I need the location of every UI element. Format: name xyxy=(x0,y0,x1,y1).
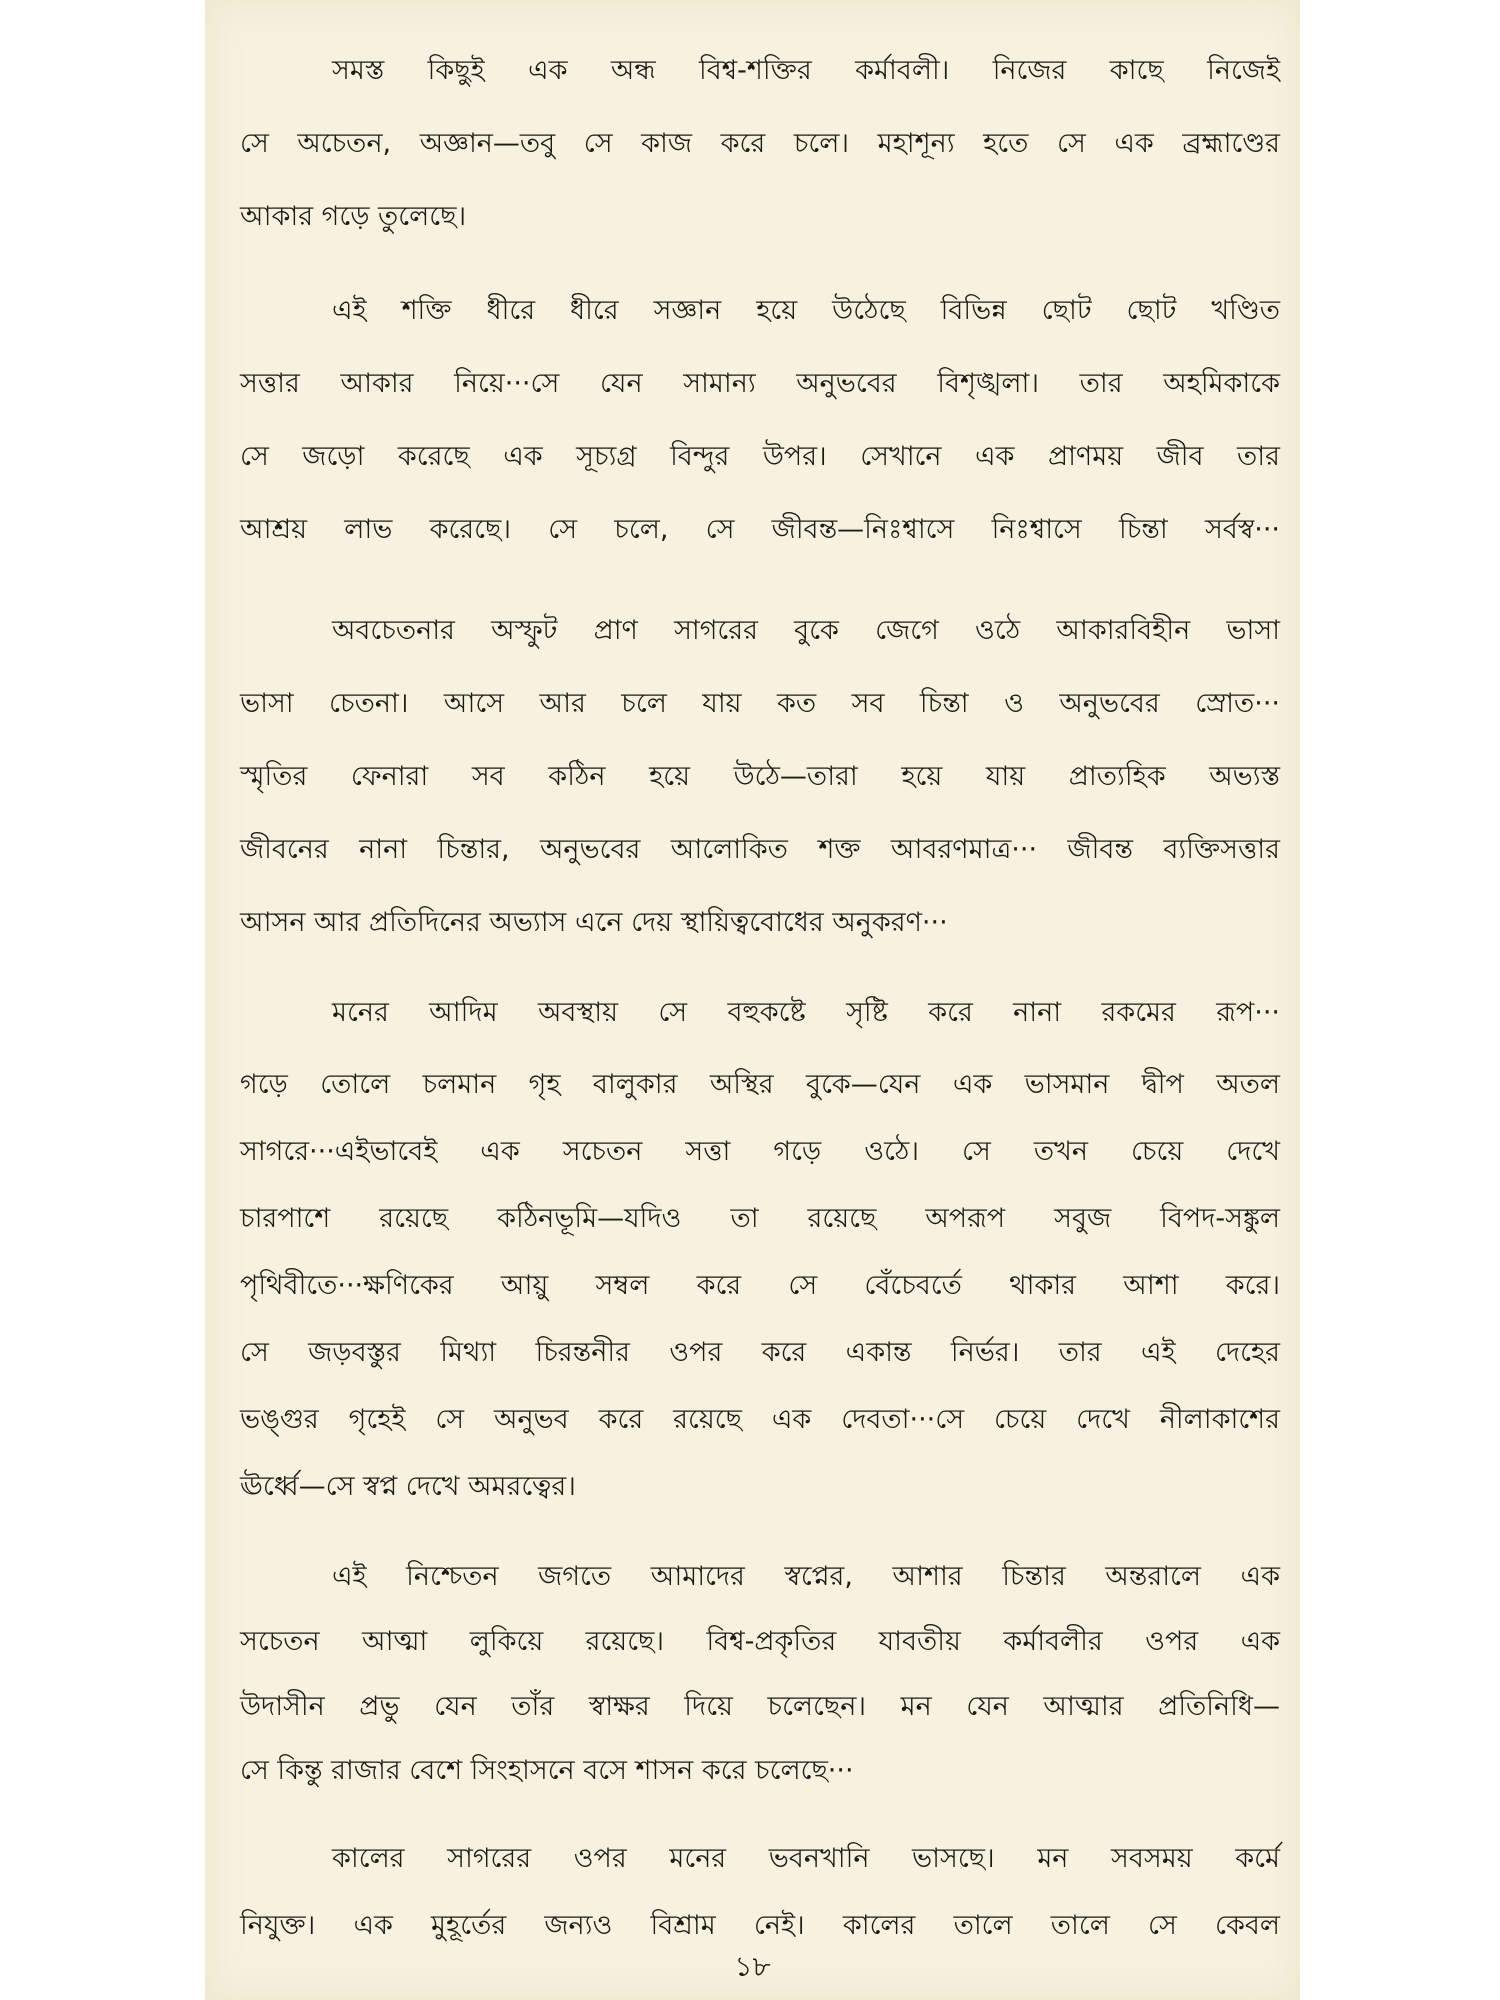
book-page xyxy=(205,0,1300,2000)
paragraph-5-line-2: সচেতন আত্মা লুকিয়ে রয়েছে। বিশ্ব-প্রকৃতির যাবতীয় কর্মাবলীর ওপর এক xyxy=(240,1626,1280,1657)
paragraph-1-line-1: সমস্ত কিছুই এক অন্ধ বিশ্ব-শক্তির কর্মাবলী। নিজের কাছে নিজেই xyxy=(332,55,1280,86)
paragraph-4-line-7: ভঙ্গুর গৃহেই সে অনুভব করে রয়েছে এক দেবতা···সে চেয়ে দেখে নীলাকাশের xyxy=(240,1404,1280,1435)
paragraph-6-line-2: নিযুক্ত। এক মুহূর্তের জন্যও বিশ্রাম নেই। কালের তালে তালে সে কেবল xyxy=(240,1910,1280,1941)
paragraph-4-line-4: চারপাশে রয়েছে কঠিনভূমি—যদিও তা রয়েছে অপরূপ সবুজ বিপদ-সঙ্কুল xyxy=(240,1203,1280,1234)
page-number: ১৮ xyxy=(734,1950,771,1983)
paragraph-2-line-4: আশ্রয় লাভ করেছে। সে চলে, সে জীবন্ত—নিঃশ্বাসে নিঃশ্বাসে চিন্তা সর্বস্ব··· xyxy=(240,514,1280,545)
paragraph-3-line-2: ভাসা চেতনা। আসে আর চলে যায় কত সব চিন্তা ও অনুভবের স্রোত··· xyxy=(240,688,1280,719)
paragraph-3-line-4: জীবনের নানা চিন্তার, অনুভবের আলোকিত শক্ত আবরণমাত্র··· জীবন্ত ব্যক্তিসত্তার xyxy=(240,834,1280,865)
paragraph-4-line-2: গড়ে তোলে চলমান গৃহ বালুকার অস্থির বুকে—যেন এক ভাসমান দ্বীপ অতল xyxy=(240,1069,1280,1100)
paragraph-4-line-8: ঊর্ধ্বে—সে স্বপ্ন দেখে অমরত্বের। xyxy=(240,1471,576,1502)
paragraph-1-line-3: আকার গড়ে তুলেছে। xyxy=(240,201,467,232)
paragraph-5-line-1: এই নিশ্চেতন জগতে আমাদের স্বপ্নের, আশার চিন্তার অন্তরালে এক xyxy=(332,1561,1280,1592)
paragraph-2-line-1: এই শক্তি ধীরে ধীরে সজ্ঞান হয়ে উঠেছে বিভিন্ন ছোট ছোট খণ্ডিত xyxy=(332,295,1280,326)
paragraph-1-line-2: সে অচেতন, অজ্ঞান—তবু সে কাজ করে চলে। মহাশূন্য হতে সে এক ব্রহ্মাণ্ডের xyxy=(240,128,1280,159)
paragraph-4-line-6: সে জড়বস্তুর মিথ্যা চিরন্তনীর ওপর করে একান্ত নির্ভর। তার এই দেহের xyxy=(240,1337,1280,1368)
paragraph-6-line-1: কালের সাগরের ওপর মনের ভবনখানি ভাসছে। মন সবসময় কর্মে xyxy=(332,1843,1280,1874)
paragraph-3-line-3: স্মৃতির ফেনারা সব কঠিন হয়ে উঠে—তারা হয়ে যায় প্রাত্যহিক অভ্যস্ত xyxy=(240,761,1280,792)
paragraph-5-line-3: উদাসীন প্রভু যেন তাঁর স্বাক্ষর দিয়ে চলেছেন। মন যেন আত্মার প্রতিনিধি— xyxy=(240,1691,1280,1722)
paragraph-4-line-1: মনের আদিম অবস্থায় সে বহুকষ্টে সৃষ্টি করে নানা রকমের রূপ··· xyxy=(332,997,1280,1028)
paragraph-2-line-2: সত্তার আকার নিয়ে···সে যেন সামান্য অনুভবের বিশৃঙ্খলা। তার অহমিকাকে xyxy=(240,368,1280,399)
paragraph-3-line-5: আসন আর প্রতিদিনের অভ্যাস এনে দেয় স্থায়িত্ববোধের অনুকরণ··· xyxy=(240,907,948,938)
paragraph-3-line-1: অবচেতনার অস্ফুট প্রাণ সাগরের বুকে জেগে ওঠে আকারবিহীন ভাসা xyxy=(332,615,1280,646)
paragraph-4-line-3: সাগরে···এইভাবেই এক সচেতন সত্তা গড়ে ওঠে। সে তখন চেয়ে দেখে xyxy=(240,1136,1280,1167)
paragraph-4-line-5: পৃথিবীতে···ক্ষণিকের আয়ু সম্বল করে সে বেঁচেবর্তে থাকার আশা করে। xyxy=(240,1270,1280,1301)
paragraph-5-line-4: সে কিন্তু রাজার বেশে সিংহাসনে বসে শাসন করে চলেছে··· xyxy=(240,1755,854,1786)
paragraph-2-line-3: সে জড়ো করেছে এক সূচ্যগ্র বিন্দুর উপর। সেখানে এক প্রাণময় জীব তার xyxy=(240,441,1280,472)
